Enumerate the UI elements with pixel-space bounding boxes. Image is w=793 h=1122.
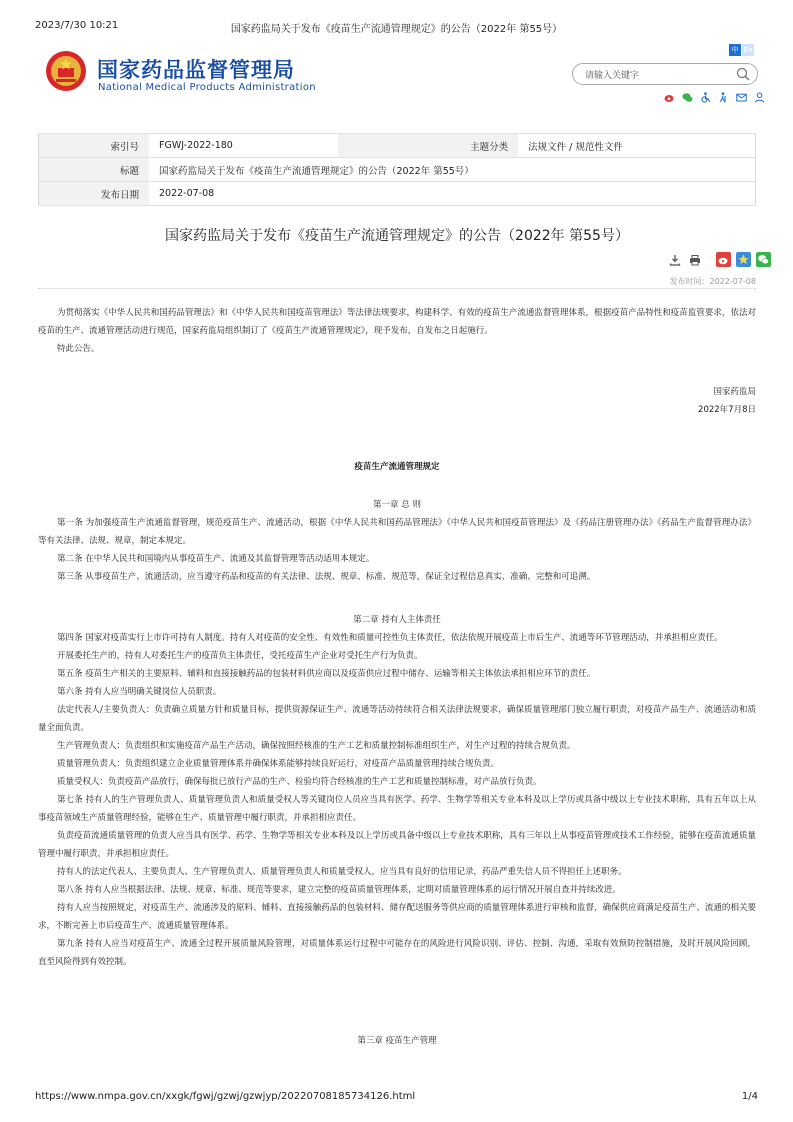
category-value: 法规文件 / 规范性文件 bbox=[518, 134, 755, 158]
share-weibo-icon[interactable] bbox=[716, 252, 731, 271]
article-paragraph: 第二条 在中华人民共和国境内从事疫苗生产、流通及其监督管理等活动适用本规定。 bbox=[57, 554, 375, 564]
download-icon[interactable] bbox=[669, 252, 681, 271]
signature-block bbox=[38, 383, 756, 419]
title-label: 标题 bbox=[39, 158, 150, 182]
article-paragraph: 法定代表人/主要负责人：负责确立质量方针和质量目标，提供资源保证生产、流通等活动持续符合相关法律法规要求，确保质量管理部门独立履行职责，对疫苗产品生产、流通活动和质量全面负责。 bbox=[38, 705, 756, 733]
search-input[interactable] bbox=[572, 63, 758, 85]
national-emblem-logo[interactable] bbox=[45, 50, 87, 92]
article-paragraph: 持有人应当按照规定，对疫苗生产、流通涉及的原料、辅料、直接接触药品的包装材料、储存配送服务等供应商的质量管理体系进行审核和监督，确保供应商满足疫苗生产、流通的相关要求，不断完善上市后疫苗生产、流通质量管理体系。 bbox=[38, 903, 756, 931]
wechat-icon[interactable] bbox=[682, 88, 693, 99]
share-wechat-icon[interactable] bbox=[756, 252, 771, 271]
regulation-title-block bbox=[38, 458, 756, 476]
accessibility-icon[interactable] bbox=[700, 88, 711, 99]
chapter-3 bbox=[38, 1032, 756, 1050]
search-icon[interactable] bbox=[735, 66, 751, 82]
language-zh-button[interactable]: 中 bbox=[729, 44, 741, 56]
metadata-row bbox=[39, 158, 756, 182]
article-paragraph: 第八条 持有人应当根据法律、法规、规章、标准、规范等要求，建立完整的疫苗质量管理体系，定期对质量管理体系的运行情况开展自查并持续改进。 bbox=[57, 885, 621, 895]
user-icon[interactable] bbox=[754, 88, 765, 99]
article-paragraph: 开展委托生产的，持有人对委托生产的疫苗负主体责任，受托疫苗生产企业对受托生产行为负责。 bbox=[57, 651, 423, 661]
print-icon[interactable] bbox=[689, 252, 701, 271]
article-paragraph: 第四条 国家对疫苗实行上市许可持有人制度。持有人对疫苗的安全性、有效性和质量可控性负主体责任，依法依规开展疫苗上市后生产、流通等环节管理活动，并承担相应责任。 bbox=[57, 633, 723, 643]
article-paragraph: 第七条 持有人的生产管理负责人、质量管理负责人和质量受权人等关键岗位人员应当具有医学、药学、生物学等相关专业本科及以上学历或具备中级以上专业技术职称，具有五年以上从事疫苗领域生产质量管理经验，能够在生产、质量管理中履行职责，并承担相应责任。 bbox=[38, 795, 756, 823]
site-name-cn[interactable]: 国家药品监督管理局 bbox=[97, 58, 295, 82]
chapter-heading: 第一章 总 则 bbox=[373, 500, 421, 510]
date-value: 2022-07-08 bbox=[149, 182, 756, 206]
article-paragraph: 持有人的法定代表人、主要负责人、生产管理负责人、质量管理负责人和质量受权人，应当具有良好的信用记录，药品严重失信人员不得担任上述职务。 bbox=[57, 867, 627, 877]
elderly-mode-icon[interactable] bbox=[718, 88, 729, 99]
regulation-title: 疫苗生产流通管理规定 bbox=[354, 462, 440, 472]
metadata-row bbox=[39, 182, 756, 206]
chapter-2 bbox=[38, 611, 756, 971]
signer: 国家药监局 bbox=[713, 387, 756, 397]
mail-icon[interactable] bbox=[736, 88, 747, 99]
index-value: FGWJ-2022-180 bbox=[149, 134, 338, 158]
sign-date: 2022年7月8日 bbox=[698, 405, 756, 415]
divider bbox=[38, 288, 756, 289]
search-placeholder: 请输入关键字 bbox=[585, 71, 640, 81]
notice-paragraph: 特此公告。 bbox=[57, 344, 100, 354]
metadata-row bbox=[39, 134, 756, 158]
publish-time: 发布时间：2022-07-08 bbox=[669, 277, 756, 286]
print-page-title: 国家药监局关于发布《疫苗生产流通管理规定》的公告（2022年 第55号） bbox=[230, 24, 563, 35]
article-title: 国家药监局关于发布《疫苗生产流通管理规定》的公告（2022年 第55号） bbox=[165, 228, 629, 244]
language-en-button[interactable]: En bbox=[743, 46, 753, 54]
site-name-en[interactable]: National Medical Products Administration bbox=[98, 82, 316, 93]
share-favorite-icon[interactable] bbox=[736, 252, 751, 271]
article-paragraph: 第一条 为加强疫苗生产流通监督管理，规范疫苗生产、流通活动，根据《中华人民共和国药品管理法》《中华人民共和国疫苗管理法》及《药品注册管理办法》《药品生产监督管理办法》等有关法律、法规、规章，制定本规定。 bbox=[38, 518, 756, 546]
article-paragraph: 质量受权人：负责疫苗产品放行，确保每批已放行产品的生产、检验均符合经核准的生产工艺和质量控制标准，对产品放行负责。 bbox=[57, 777, 542, 787]
print-page-number: 1/4 bbox=[741, 1091, 758, 1102]
article-paragraph: 负责疫苗流通质量管理的负责人应当具有医学、药学、生物学等相关专业本科及以上学历或具备中级以上专业技术职称，具有三年以上从事疫苗管理或技术工作经验，能够在疫苗流通质量管理中履行职责，并承担相应责任。 bbox=[38, 831, 756, 859]
announcement-body bbox=[38, 304, 756, 358]
article-paragraph: 第六条 持有人应当明确关键岗位人员职责。 bbox=[57, 687, 222, 697]
metadata-table bbox=[38, 133, 756, 206]
chapter-heading: 第三章 疫苗生产管理 bbox=[357, 1036, 437, 1046]
article-paragraph: 生产管理负责人：负责组织和实施疫苗产品生产活动，确保按照经核准的生产工艺和质量控制标准组织生产，对生产过程的持续合规负责。 bbox=[57, 741, 576, 751]
chapter-1 bbox=[38, 496, 756, 586]
intro-paragraph: 为贯彻落实《中华人民共和国药品管理法》和《中华人民共和国疫苗管理法》等法律法规要求，构建科学、有效的疫苗生产流通监督管理体系，根据疫苗产品特性和疫苗监管要求，依法对疫苗的生产、流通管理活动进行规范，国家药监局组织制订了《疫苗生产流通管理规定》，现予发布，自发布之日起施行。 bbox=[38, 308, 756, 336]
article-paragraph: 第九条 持有人应当对疫苗生产、流通全过程开展质量风险管理，对质量体系运行过程中可能存在的风险进行风险识别、评估、控制、沟通，采取有效预防控制措施，及时开展风险回顾，直至风险得到有效控制。 bbox=[38, 939, 756, 967]
weibo-icon[interactable] bbox=[664, 88, 675, 99]
category-label: 主题分类 bbox=[338, 134, 518, 158]
print-datetime: 2023/7/30 10:21 bbox=[35, 20, 119, 31]
article-tools bbox=[669, 252, 771, 268]
article-paragraph: 第五条 疫苗生产相关的主要原料、辅料和直接接触药品的包装材料供应商以及疫苗供应过程中储存、运输等相关主体依法承担相应环节的责任。 bbox=[57, 669, 596, 679]
date-label: 发布日期 bbox=[39, 182, 150, 206]
site-tools bbox=[664, 88, 767, 100]
article-paragraph: 质量管理负责人：负责组织建立企业质量管理体系并确保体系能够持续良好运行，对疫苗产品质量管理持续合规负责。 bbox=[57, 759, 500, 769]
title-value: 国家药监局关于发布《疫苗生产流通管理规定》的公告（2022年 第55号） bbox=[149, 158, 756, 182]
index-label: 索引号 bbox=[39, 134, 150, 158]
article-paragraph: 第三条 从事疫苗生产、流通活动，应当遵守药品和疫苗的有关法律、法规、规章、标准、规范等，保证全过程信息真实、准确、完整和可追溯。 bbox=[57, 572, 596, 582]
chapter-heading: 第二章 持有人主体责任 bbox=[353, 615, 441, 625]
print-url: https://www.nmpa.gov.cn/xxgk/fgwj/gzwj/gzwjyp/20220708185734126.html bbox=[35, 1091, 416, 1102]
